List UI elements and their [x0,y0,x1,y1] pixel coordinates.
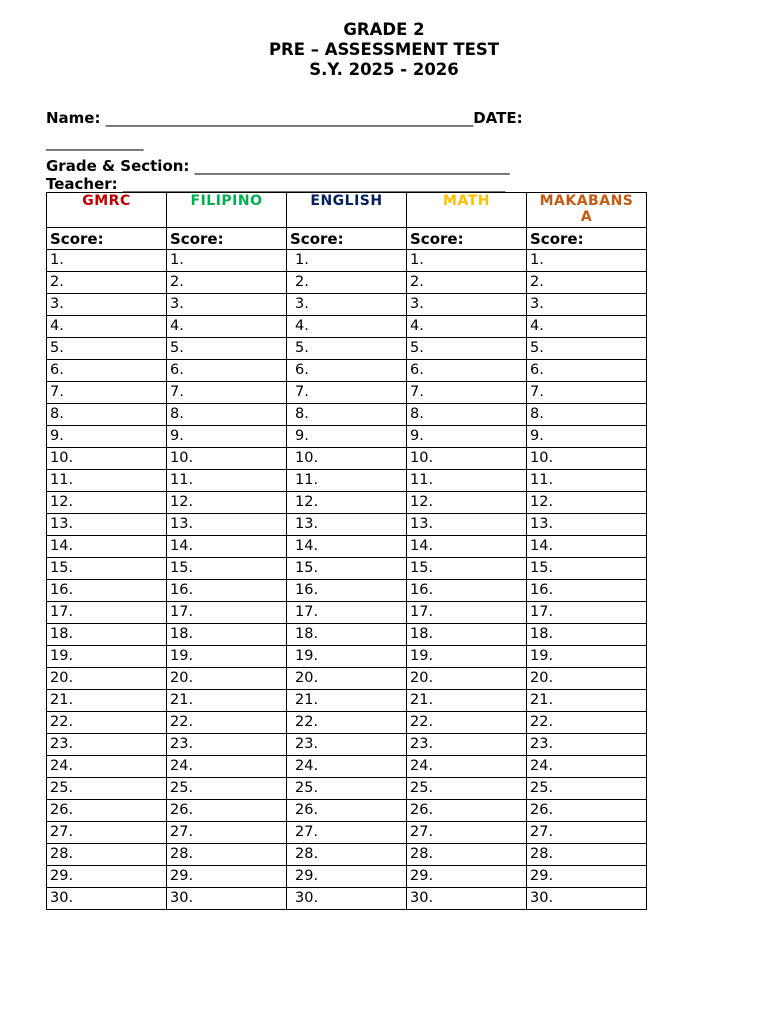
answer-cell[interactable]: 12. [167,492,287,514]
answer-cell[interactable]: 18. [167,624,287,646]
answer-cell[interactable]: 30. [47,888,167,910]
answer-cell[interactable]: 22. [167,712,287,734]
answer-cell[interactable]: 13. [167,514,287,536]
answer-cell[interactable]: 23. [287,734,407,756]
answer-cell[interactable]: 10. [407,448,527,470]
answer-row [47,536,647,558]
teacher-blank[interactable]: ___________________________________________________ [122,175,506,193]
answer-cell[interactable]: 16. [287,580,407,602]
date-field-row [46,133,144,151]
answer-cell[interactable]: 4. [167,316,287,338]
answer-cell[interactable]: 9. [47,426,167,448]
answer-cell[interactable]: 5. [527,338,647,360]
answer-row [47,294,647,316]
answer-cell[interactable]: 29. [287,866,407,888]
answer-cell[interactable]: 30. [287,888,407,910]
answer-cell[interactable]: 11. [287,470,407,492]
score-row [47,228,647,250]
answer-row [47,404,647,426]
answer-cell[interactable]: 16. [167,580,287,602]
answer-cell[interactable]: 5. [167,338,287,360]
answer-row [47,690,647,712]
name-label: Name: [46,109,101,127]
answer-cell[interactable]: 3. [47,294,167,316]
answer-cell[interactable]: 6. [47,360,167,382]
answer-row [47,360,647,382]
answer-cell[interactable]: 8. [527,404,647,426]
answer-cell[interactable]: 26. [47,800,167,822]
answer-row [47,382,647,404]
answer-cell[interactable]: 21. [167,690,287,712]
answer-cell[interactable]: 21. [287,690,407,712]
answer-cell[interactable]: 17. [527,602,647,624]
answer-cell[interactable]: 12. [287,492,407,514]
answer-row [47,602,647,624]
answer-cell[interactable]: 20. [47,668,167,690]
score-cell[interactable]: Score: [287,228,407,250]
answer-row [47,756,647,778]
answer-cell[interactable]: 11. [407,470,527,492]
answer-row [47,558,647,580]
answer-cell[interactable]: 14. [47,536,167,558]
answer-cell[interactable]: 11. [527,470,647,492]
answer-cell[interactable]: 21. [47,690,167,712]
answer-cell[interactable]: 29. [527,866,647,888]
answer-cell[interactable]: 1. [167,250,287,272]
answer-cell[interactable]: 27. [407,822,527,844]
answer-cell[interactable]: 15. [287,558,407,580]
answer-cell[interactable]: 27. [287,822,407,844]
answer-row [47,844,647,866]
answer-cell[interactable]: 3. [287,294,407,316]
answer-row [47,426,647,448]
answer-cell[interactable]: 13. [407,514,527,536]
answer-cell[interactable]: 28. [287,844,407,866]
grade-section-label: Grade & Section: [46,157,190,175]
answer-cell[interactable]: 23. [167,734,287,756]
answer-cell[interactable]: 17. [167,602,287,624]
score-cell[interactable]: Score: [407,228,527,250]
answer-row [47,712,647,734]
answer-cell[interactable]: 1. [287,250,407,272]
answer-row [47,822,647,844]
answer-cell[interactable]: 20. [287,668,407,690]
score-cell[interactable]: Score: [167,228,287,250]
answer-row [47,888,647,910]
answer-cell[interactable]: 5. [287,338,407,360]
answer-cell[interactable]: 15. [167,558,287,580]
answer-cell[interactable]: 15. [47,558,167,580]
answer-cell[interactable]: 13. [527,514,647,536]
answer-row [47,800,647,822]
answer-cell[interactable]: 14. [407,536,527,558]
answer-cell[interactable]: 6. [167,360,287,382]
answer-cell[interactable]: 21. [407,690,527,712]
answer-cell[interactable]: 25. [527,778,647,800]
answer-cell[interactable]: 16. [527,580,647,602]
answer-cell[interactable]: 6. [407,360,527,382]
answer-cell[interactable]: 13. [47,514,167,536]
answer-row [47,338,647,360]
document-header [0,20,768,80]
answer-cell[interactable]: 4. [47,316,167,338]
answer-cell[interactable]: 28. [167,844,287,866]
answer-cell[interactable]: 10. [287,448,407,470]
answer-cell[interactable]: 14. [527,536,647,558]
answer-cell[interactable]: 14. [167,536,287,558]
answer-cell[interactable]: 23. [527,734,647,756]
answer-cell[interactable]: 25. [287,778,407,800]
answer-cell[interactable]: 26. [407,800,527,822]
answer-row [47,778,647,800]
answer-cell[interactable]: 17. [407,602,527,624]
answer-cell[interactable]: 22. [47,712,167,734]
date-blank[interactable]: _____________ [46,133,144,151]
answer-cell[interactable]: 11. [167,470,287,492]
answer-cell[interactable]: 28. [407,844,527,866]
answer-cell[interactable]: 4. [527,316,647,338]
grade-section-field-row [46,157,510,175]
answer-cell[interactable]: 2. [47,272,167,294]
answer-cell[interactable]: 1. [407,250,527,272]
answer-cell[interactable]: 23. [407,734,527,756]
answer-cell[interactable]: 2. [287,272,407,294]
score-cell[interactable]: Score: [47,228,167,250]
answer-cell[interactable]: 25. [47,778,167,800]
answer-cell[interactable]: 2. [407,272,527,294]
answer-row [47,734,647,756]
answer-cell[interactable]: 17. [287,602,407,624]
answer-cell[interactable]: 7. [527,382,647,404]
subject-header-gmrc: GMRC [47,193,167,228]
answer-cell[interactable]: 24. [527,756,647,778]
answer-cell[interactable]: 8. [287,404,407,426]
answer-cell[interactable]: 25. [407,778,527,800]
answer-cell[interactable]: 26. [167,800,287,822]
answer-cell[interactable]: 30. [407,888,527,910]
name-blank[interactable]: _________________________________________________ [105,109,474,127]
answer-cell[interactable]: 22. [407,712,527,734]
answer-cell[interactable]: 12. [47,492,167,514]
answer-cell[interactable]: 9. [407,426,527,448]
answer-cell[interactable]: 18. [47,624,167,646]
subject-header-makabansa: MAKABANS A [527,193,647,228]
answer-cell[interactable]: 22. [527,712,647,734]
answer-cell[interactable]: 7. [167,382,287,404]
answer-cell[interactable]: 19. [527,646,647,668]
answer-cell[interactable]: 18. [407,624,527,646]
answer-cell[interactable]: 29. [167,866,287,888]
answer-cell[interactable]: 26. [527,800,647,822]
answer-cell[interactable]: 26. [287,800,407,822]
answer-cell[interactable]: 24. [287,756,407,778]
answer-cell[interactable]: 27. [527,822,647,844]
answer-cell[interactable]: 16. [407,580,527,602]
subject-header-row [47,193,647,228]
answer-cell[interactable]: 18. [527,624,647,646]
answer-cell[interactable]: 7. [287,382,407,404]
answer-cell[interactable]: 25. [167,778,287,800]
answer-cell[interactable]: 30. [167,888,287,910]
answer-cell[interactable]: 24. [167,756,287,778]
answer-cell[interactable]: 18. [287,624,407,646]
answer-cell[interactable]: 20. [407,668,527,690]
answer-row [47,272,647,294]
answer-cell[interactable]: 17. [47,602,167,624]
answer-cell[interactable]: 28. [47,844,167,866]
answer-cell[interactable]: 9. [167,426,287,448]
answer-cell[interactable]: 14. [287,536,407,558]
answer-row [47,470,647,492]
answer-cell[interactable]: 2. [167,272,287,294]
answer-row [47,250,647,272]
answer-cell[interactable]: 5. [47,338,167,360]
answer-cell[interactable]: 29. [407,866,527,888]
answer-row [47,448,647,470]
answer-cell[interactable]: 9. [287,426,407,448]
answer-sheet-table [46,192,647,910]
answer-cell[interactable]: 2. [527,272,647,294]
answer-cell[interactable]: 8. [407,404,527,426]
answer-cell[interactable]: 24. [407,756,527,778]
answer-cell[interactable]: 11. [47,470,167,492]
answer-cell[interactable]: 1. [527,250,647,272]
answer-row [47,514,647,536]
answer-row [47,316,647,338]
answer-cell[interactable]: 3. [167,294,287,316]
answer-cell[interactable]: 12. [527,492,647,514]
test-title: PRE – ASSESSMENT TEST [268,40,500,59]
answer-cell[interactable]: 19. [287,646,407,668]
answer-cell[interactable]: 3. [527,294,647,316]
date-label: DATE: [473,109,523,127]
answer-cell[interactable]: 10. [527,448,647,470]
answer-cell[interactable]: 19. [167,646,287,668]
answer-cell[interactable]: 6. [527,360,647,382]
grade-title: GRADE 2 [343,20,425,39]
subject-header-english: ENGLISH [287,193,407,228]
answer-cell[interactable]: 5. [407,338,527,360]
answer-row [47,668,647,690]
answer-cell[interactable]: 9. [527,426,647,448]
subject-header-filipino: FILIPINO [167,193,287,228]
answer-cell[interactable]: 4. [407,316,527,338]
answer-cell[interactable]: 3. [407,294,527,316]
answer-cell[interactable]: 28. [527,844,647,866]
teacher-label: Teacher: [46,175,118,193]
answer-cell[interactable]: 30. [527,888,647,910]
answer-cell[interactable]: 27. [167,822,287,844]
answer-cell[interactable]: 13. [287,514,407,536]
answer-cell[interactable]: 7. [47,382,167,404]
answer-cell[interactable]: 19. [407,646,527,668]
answer-cell[interactable]: 21. [527,690,647,712]
answer-cell[interactable]: 10. [47,448,167,470]
answer-cell[interactable]: 10. [167,448,287,470]
answer-cell[interactable]: 29. [47,866,167,888]
answer-row [47,580,647,602]
answer-row [47,866,647,888]
answer-cell[interactable]: 7. [407,382,527,404]
answer-cell[interactable]: 24. [47,756,167,778]
answer-cell[interactable]: 16. [47,580,167,602]
answer-cell[interactable]: 22. [287,712,407,734]
answer-cell[interactable]: 23. [47,734,167,756]
subject-header-math: MATH [407,193,527,228]
answer-cell[interactable]: 15. [407,558,527,580]
answer-row [47,624,647,646]
grade-section-blank[interactable]: __________________________________________ [194,157,510,175]
teacher-field-row [46,175,505,193]
answer-row [47,646,647,668]
answer-cell[interactable]: 8. [167,404,287,426]
name-field-row [46,109,523,127]
answer-cell[interactable]: 6. [287,360,407,382]
answer-cell[interactable]: 20. [527,668,647,690]
score-cell[interactable]: Score: [527,228,647,250]
school-year: S.Y. 2025 - 2026 [309,60,459,79]
answer-cell[interactable]: 20. [167,668,287,690]
answer-cell[interactable]: 12. [407,492,527,514]
answer-cell[interactable]: 15. [527,558,647,580]
answer-cell[interactable]: 19. [47,646,167,668]
answer-cell[interactable]: 1. [47,250,167,272]
answer-row [47,492,647,514]
answer-cell[interactable]: 4. [287,316,407,338]
answer-cell[interactable]: 8. [47,404,167,426]
answer-cell[interactable]: 27. [47,822,167,844]
